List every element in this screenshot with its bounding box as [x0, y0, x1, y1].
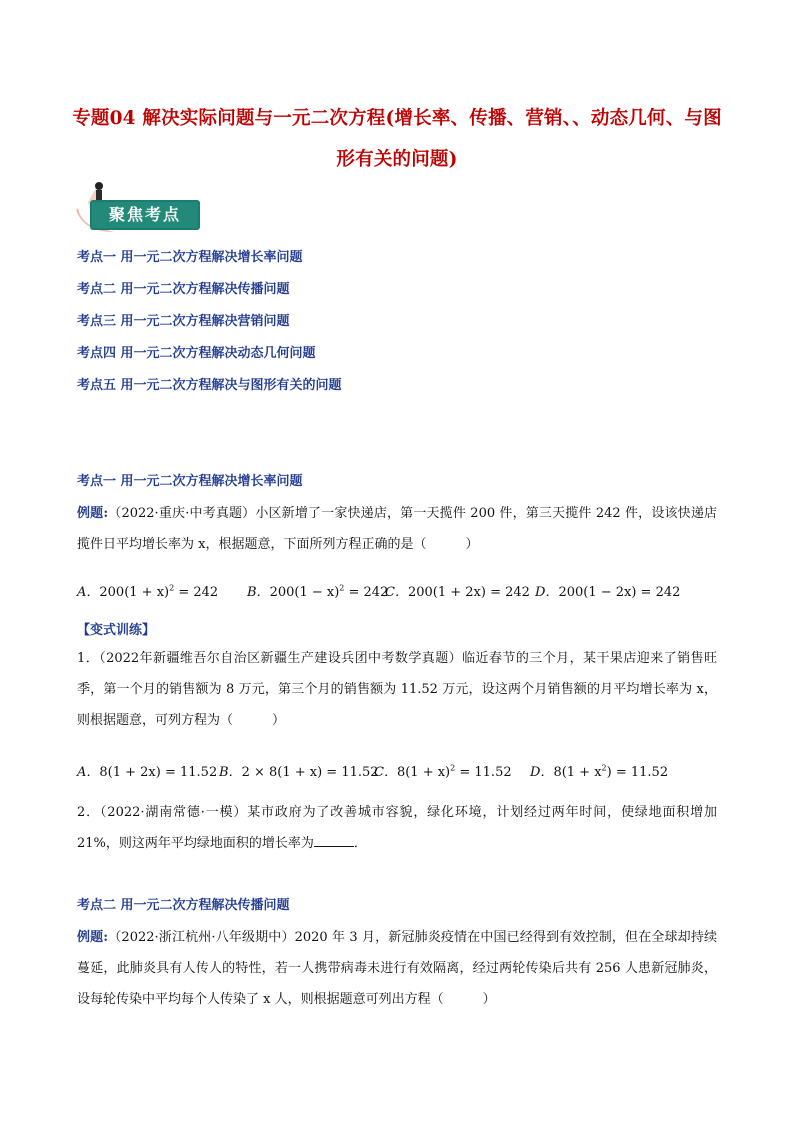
section2-heading: 考点二 用一元二次方程解决传播问题 — [77, 898, 290, 913]
topic-list — [77, 248, 342, 408]
topic-item: 考点三 用一元二次方程解决营销问题 — [77, 314, 290, 329]
topic-item: 考点一 用一元二次方程解决增长率问题 — [77, 250, 303, 265]
section1-heading: 考点一 用一元二次方程解决增长率问题 — [77, 474, 303, 489]
question-2: 2．（2022·湖南常德·一模）某市政府为了改善城市容貌，绿化环境，计划经过两年时间，使绿地面积增加 21%，则这两年平均绿地面积的增长率为 ． — [77, 805, 717, 851]
option-b: B．2 × 8(1 + x) = 11.52 — [219, 765, 379, 780]
option-c: C．200(1 + 2x) = 242 — [385, 585, 530, 600]
section2-example — [77, 922, 717, 1015]
focus-banner-label: 聚焦考点 — [108, 205, 181, 224]
example-label: 例题: — [77, 930, 109, 945]
example-label: 例题: — [77, 506, 109, 521]
example-text: （2022·重庆·中考真题）小区新增了一家快递店，第一天揽件 200 件，第三天揽件 242 件，设该快递店揽件日平均增长率为 x，根据题意，下面所列方程正确的是（ ） — [77, 506, 717, 552]
document-title: 专题04 解决实际问题与一元二次方程(增长率、传播、营销、、动态几何、与图形有关的问题) — [72, 108, 722, 170]
question-1: 1．（2022年新疆维吾尔自治区新疆生产建设兵团中考数学真题）临近春节的三个月，某干果店迎来了销售旺季，第一个月的销售额为 8 万元，第三个月的销售额为 11.52 万元，设这两个月销售额的月平均增长率为 x，则根据题意，可列方程为（ ） — [77, 651, 717, 728]
question-1-options — [77, 763, 668, 783]
example-text: （2022·浙江杭州·八年级期中）2020 年 3 月，新冠肺炎疫情在中国已经得到有效控制，但在全球却持续蔓延，此肺炎具有人传人的特性，若一人携带病毒未进行有效隔离，经过两轮传染后共有 256 人患新冠肺炎，设每轮传染中平均每个人传染了 x 人，则根据题意可列出方程（ ） — [77, 930, 717, 1007]
variant-training-label: 【变式训练】 — [77, 623, 156, 638]
section1-example — [77, 498, 717, 560]
option-a: A．8(1 + 2x) = 11.52 — [77, 765, 218, 780]
option-d: D．$8(1 + x^2) = 11.52$ — [530, 763, 669, 780]
example-options — [77, 583, 680, 603]
topic-item: 考点五 用一元二次方程解决与图形有关的问题 — [77, 378, 342, 393]
answer-blank — [314, 832, 354, 847]
option-c: C．$8(1 + x)^2 = 11.52$ — [374, 763, 512, 780]
option-b: B．$200(1 - x)^2 = 242$ — [247, 583, 389, 600]
option-d: D．200(1 − 2x) = 242 — [535, 585, 681, 600]
topic-item: 考点二 用一元二次方程解决传播问题 — [77, 282, 290, 297]
option-a: A．$200(1 + x)^2 = 242$ — [77, 583, 219, 600]
topic-item: 考点四 用一元二次方程解决动态几何问题 — [77, 346, 316, 361]
